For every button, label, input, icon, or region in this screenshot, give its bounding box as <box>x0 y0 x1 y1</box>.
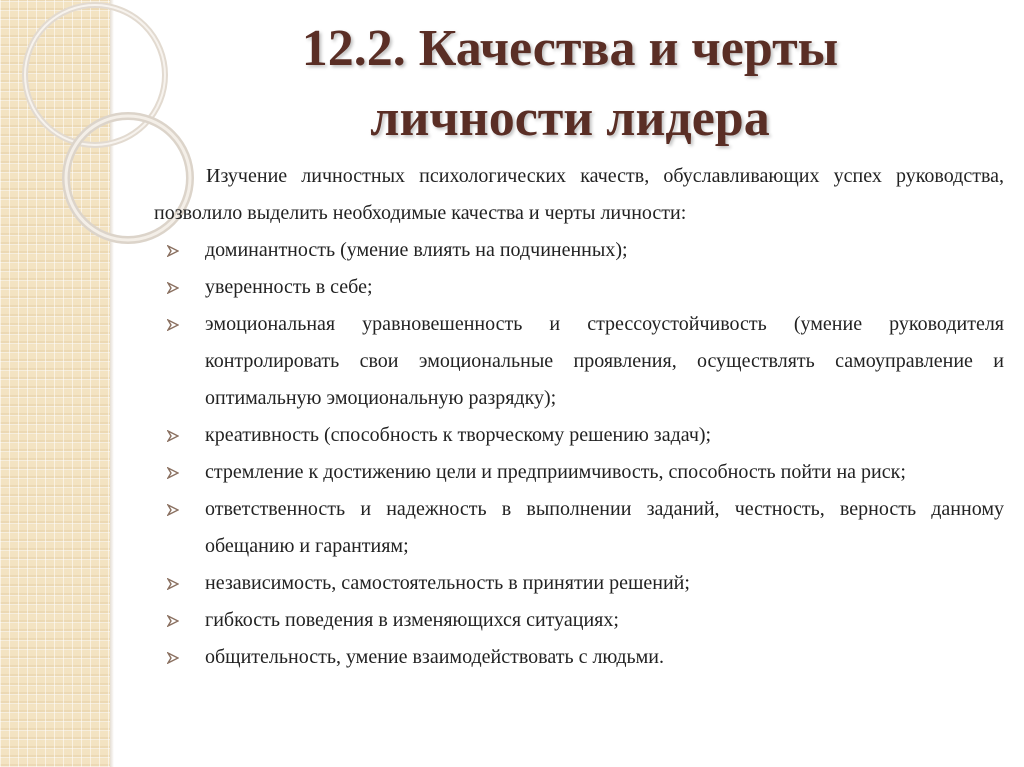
list-item <box>154 417 1004 454</box>
list-item <box>154 565 1004 602</box>
qualities-list <box>154 232 1004 676</box>
list-item <box>154 454 1004 491</box>
list-item-text: эмоциональная уравновешенность и стрессоустойчивость (умение руководителя контролировать свои эмоциональные проявления, осуществлять самоуправление и оптимальную эмоциональную разрядку); <box>205 313 1004 409</box>
list-item-text: независимость, самостоятельность в принятии решений; <box>205 572 690 594</box>
title-line-1: 12.2. Качества и черты <box>301 20 839 77</box>
list-item-text: уверенность в себе; <box>205 276 373 298</box>
list-item <box>154 306 1004 417</box>
arrowhead-bullet-icon <box>167 491 181 528</box>
title-line-2: личности лидера <box>370 90 770 147</box>
arrowhead-bullet-icon <box>167 417 181 454</box>
arrowhead-bullet-icon <box>167 269 181 306</box>
list-item <box>154 491 1004 565</box>
list-item-text: ответственность и надежность в выполнении заданий, честность, верность данному обещанию и гарантиям; <box>205 498 1004 557</box>
list-item-text: креативность (способность к творческому решению задач); <box>205 424 712 446</box>
arrowhead-bullet-icon <box>167 454 181 491</box>
list-item <box>154 639 1004 676</box>
arrowhead-bullet-icon <box>167 565 181 602</box>
slide-title <box>140 14 1000 154</box>
list-item <box>154 269 1004 306</box>
list-item-text: гибкость поведения в изменяющихся ситуациях; <box>205 609 619 631</box>
list-item <box>154 232 1004 269</box>
arrowhead-bullet-icon <box>167 639 181 676</box>
arrowhead-bullet-icon <box>167 306 181 343</box>
list-item <box>154 602 1004 639</box>
arrowhead-bullet-icon <box>167 232 181 269</box>
list-item-text: доминантность (умение влиять на подчиненных); <box>205 239 628 261</box>
list-item-text: общительность, умение взаимодействовать с людьми. <box>205 646 665 668</box>
arrowhead-bullet-icon <box>167 602 181 639</box>
list-item-text: стремление к достижению цели и предприимчивость, способность пойти на риск; <box>205 461 906 483</box>
intro-paragraph: Изучение личностных психологических качеств, обуславливающих успех руководства, позволило выделить необходимые качества и черты личности: <box>154 165 1004 224</box>
slide-body <box>154 158 1004 676</box>
